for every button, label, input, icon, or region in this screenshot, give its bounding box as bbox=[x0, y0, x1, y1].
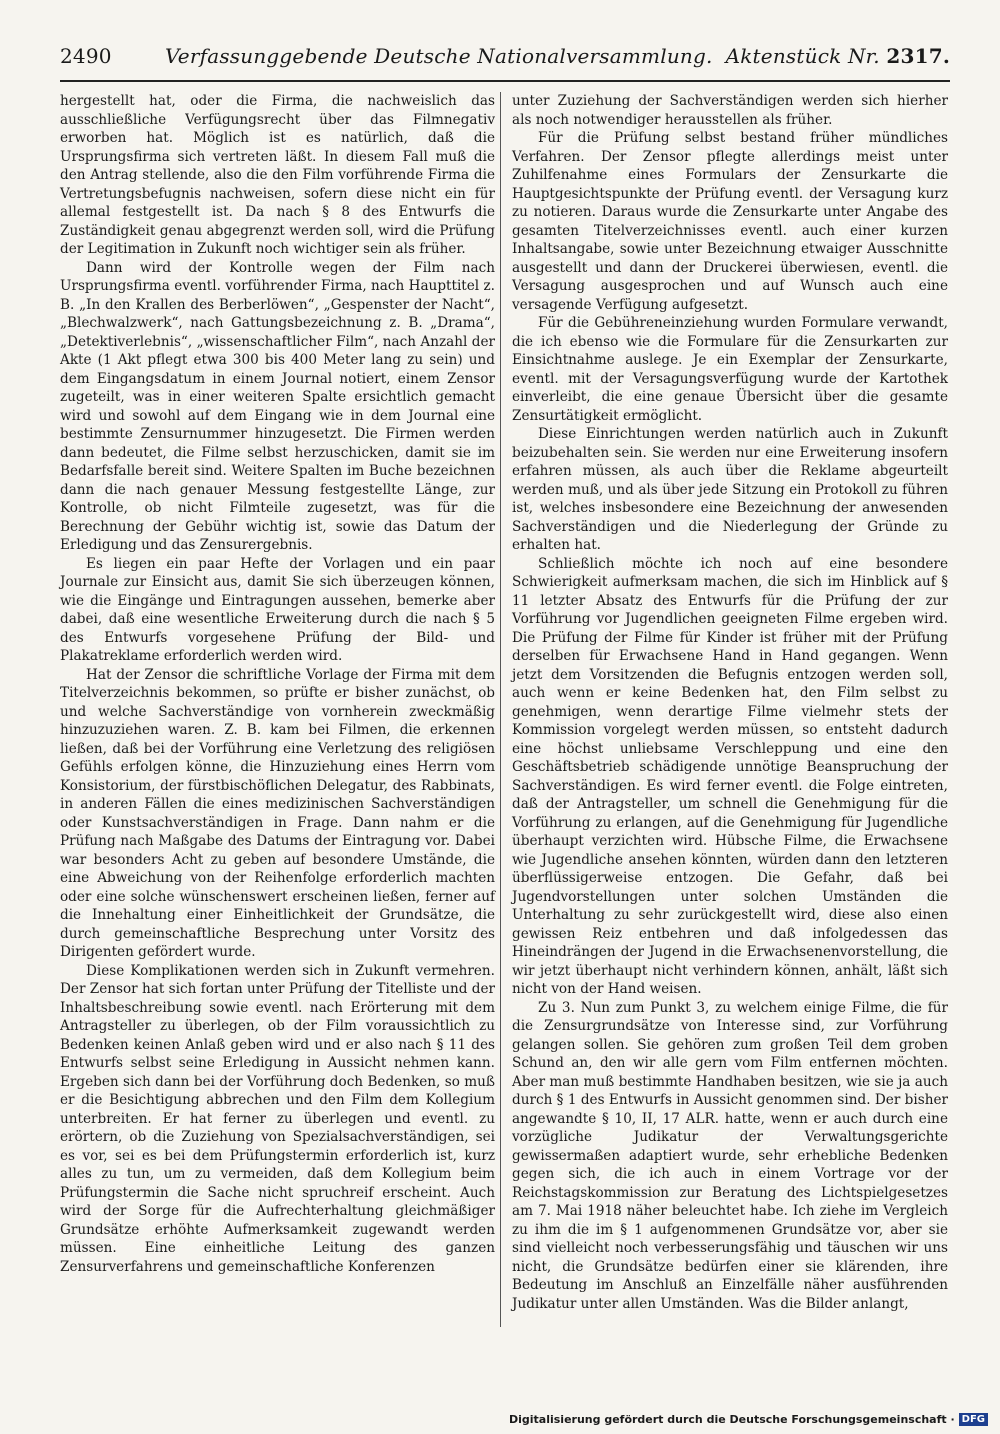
document-reference bbox=[726, 44, 950, 68]
page-header bbox=[60, 42, 950, 74]
paragraph: Für die Gebühreneinziehung wurden Formulare verwandt, die ich ebenso wie die Formulare für die Zensurkarten zur Einsichtnahme auslege. Je ein Exemplar der Zensurkarte, eventl. mit der Versagungsverfügung wurde der Kartothek einverleibt, die eine genaue Übersicht über die gesamte Zensurtätigkeit ermöglicht. bbox=[512, 315, 948, 424]
paragraph: hergestellt hat, oder die Firma, die nachweislich das ausschließliche Verfügungsrecht über das Filmnegativ erworben hat. Möglich ist es natürlich, daß die Ursprungsfirma sich vertreten läßt. In diesem Fall muß die den Antrag stellende, also die den Film vorführende Firma die Vertretungsbefugnis nachweisen, sofern diese nicht ein für allemal festgestellt ist. Da nach § 8 des Entwurfs die Zuständigkeit genau abgegrenzt werden soll, wird die Prüfung der Legitimation in Zukunft noch wichtiger sein als früher. bbox=[60, 93, 495, 257]
paragraph: Zu 3. Nun zum Punkt 3, zu welchem einige Filme, die für die Zensurgrundsätze von Interesse sind, zur Vorführung gelangen sollen. Sie gehören zum großen Teil dem groben Schund an, den wir alle gern vom Film entfernen möchten. Aber man muß bestimmte Handhaben besitzen, wie sie ja auch durch § 1 des Entwurfs in Aussicht genommen sind. Der bisher angewandte § 10, II, 17 ALR. hatte, wenn er auch durch eine vorzügliche Judikatur der Verwaltungsgerichte gewissermaßen adaptiert wurde, sehr erhebliche Bedenken gegen sich, die ich auch in einem Vortrage vor der Reichstagskommission zur Beratung des Lichtspielgesetzes am 7. Mai 1918 näher beleuchtet habe. Ich ziehe im Vergleich zu ihm die im § 1 aufgenommenen Grundsätze vor, aber sie sind vielleicht noch verbesserungsfähig und täuschen wir uns nicht, die Grundsätze bedürfen einer sie klärenden, ihre Bedeutung im Anschluß an Einzelfälle näher ausführenden Judikatur unter allen Umständen. Was die Bilder anlangt, bbox=[512, 999, 948, 1312]
paragraph: unter Zuziehung der Sachverständigen werden sich hierher als noch notwendiger herausstellen als früher. bbox=[512, 93, 948, 128]
paragraph: Dann wird der Kontrolle wegen der Film nach Ursprungsfirma eventl. vorführender Firma, nach Haupttitel z. B. „In den Krallen des Berberlöwen“, „Gespenster der Nacht“, „Blechwalzwerk“, nach Gattungsbezeichnung z. B. „Drama“, „Detektiverlebnis“, „wissenschaftlicher Film“, nach Anzahl der Akte (1 Akt pflegt etwa 300 bis 400 Meter lang zu sein) und dem Eingangsdatum in einem Journal notiert, einem Zensor zugeteilt, was in einer weiteren Spalte ersichtlich gemacht wird und sowohl auf dem Eingang wie in dem Journal eine bestimmte Zensurnummer hinzugesetzt. Die Firmen werden dann bedeutet, die Filme selbst herzuschicken, damit sie im Bedarfsfalle bereit sind. Weitere Spalten im Buche bezeichnen dann die nach genauer Messung festgestellte Länge, zur Kontrolle, ob nicht Filmteile zugesetzt, was für die Berechnung der Gebühr wichtig ist, sowie das Datum der Erledigung und das Zensurergebnis. bbox=[60, 259, 495, 553]
document-ref-label: Aktenstück Nr. bbox=[725, 44, 880, 68]
paragraph: Diese Einrichtungen werden natürlich auch in Zukunft beizubehalten sein. Sie werden nur eine Erweiterung insofern erfahren müssen, als auch über die Reklame abgeurteilt werden muß, und als über jede Sitzung ein Protokoll zu führen ist, welches insbesondere eine Bezeichnung der anwesenden Sachverständigen und die Niederlegung der Gründe zu erhalten hat. bbox=[512, 426, 948, 553]
paragraph: Hat der Zensor die schriftliche Vorlage der Firma mit dem Titelverzeichnis bekommen, so prüfte er bisher zunächst, ob und welche Sachverständige von vornherein zweckmäßig hinzuzuziehen waren. Z. B. kam bei Filmen, die erkennen ließen, daß bei der Vorführung eine Verletzung des religiösen Gefühls erfolgen könne, die Hinzuziehung eines Herrn vom Konsistorium, der fürstbischöflichen Delegatur, des Rabbinats, in anderen Fällen die eines medizinischen Sachverständigen oder Kunstsachverständigen in Frage. Dann nahm er die Prüfung nach Maßgabe des Datums der Eintragung vor. Dabei war besonders Acht zu geben auf besondere Umstände, die eine Abweichung von der Reihenfolge erforderlich machten oder eine solche wünschenswert erscheinen ließen, ferner auf die Innehaltung einer Einheitlichkeit der Grundsätze, die durch gemeinschaftliche Besprechung unter Vorsitz des Dirigenten gefördert wurde. bbox=[60, 666, 495, 960]
footer-text: Digitalisierung gefördert durch die Deutsche Forschungsgemeinschaft · bbox=[508, 1413, 955, 1426]
header-rule bbox=[60, 80, 950, 82]
paragraph: Für die Prüfung selbst bestand früher mündliches Verfahren. Der Zensor pflegte allerdings meist unter Zuhilfenahme eines Formulars der Zensurkarte die Hauptgesichtspunkte der Prüfung eventl. der Versagung kurz zu notieren. Daraus wurde die Zensurkarte unter Angabe des gesamten Titelverzeichnisses eventl. auch einer kurzen Inhaltsangabe, sowie unter Bezeichnung etwaiger Ausschnitte ausgestellt und dann der Druckerei überwiesen, eventl. die Versagung ausgesprochen und auf Wunsch auch eine versagende Verfügung aufgesetzt. bbox=[512, 130, 948, 313]
running-title: Verfassunggebende Deutsche Nationalversammlung. bbox=[165, 44, 713, 68]
paragraph: Diese Komplikationen werden sich in Zukunft vermehren. Der Zensor hat sich fortan unter Prüfung der Titelliste und der Inhaltsbeschreibung sowie eventl. nach Erörterung mit dem Antragsteller zu überlegen, ob der Film voraussichtlich zu Bedenken keinen Anlaß geben wird und er also nach § 11 des Entwurfs selbst seine Erledigung in Aussicht nehmen kann. Ergeben sich dann bei der Vorführung doch Bedenken, so muß er die Besichtigung abbrechen und den Film dem Kollegium unterbreiten. Er hat ferner zu überlegen und eventl. zu erörtern, ob die Zuziehung von Spezialsachverständigen, sei es vor, sei es bei dem Prüfungstermin erforderlich ist, kurz alles zu tun, um zu vermeiden, daß dem Kollegium beim Prüfungstermin die Sache nicht spruchreif erscheint. Auch wird der Sorge für die Aufrechterhaltung gleichmäßiger Grundsätze erhöhte Aufmerksamkeit zugewandt werden müssen. Eine einheitliche Leitung des ganzen Zensurverfahrens und gemeinschaftliche Konferenzen bbox=[60, 962, 495, 1275]
page-number: 2490 bbox=[60, 44, 112, 68]
digitization-footer bbox=[509, 1413, 988, 1426]
column-divider bbox=[500, 92, 501, 1327]
left-column bbox=[60, 92, 495, 1276]
document-number: 2317. bbox=[886, 44, 950, 68]
dfg-logo: DFG bbox=[959, 1413, 988, 1426]
right-column bbox=[512, 92, 948, 1313]
paragraph: Schließlich möchte ich noch auf eine besondere Schwierigkeit aufmerksam machen, die sich im Hinblick auf § 11 letzter Absatz des Entwurfs für die Prüfung der zur Vorführung vor Jugendlichen geeigneten Filme ergeben wird. Die Prüfung der Filme für Kinder ist früher mit der Prüfung derselben für Erwachsene Hand in Hand gegangen. Wenn jetzt dem Vorsitzenden die Befugnis entzogen werden soll, auch wenn er keine Bedenken hat, den Film selbst zu genehmigen, wenn derartige Filme vielmehr stets der Kommission vorgelegt werden müssen, so entsteht dadurch eine höchst unliebsame Verschleppung und eine den Geschäftsbetrieb schädigende unnötige Beanspruchung der Sachverständigen. Es wird ferner eventl. die Folge eintreten, daß der Antragsteller, um schnell die Genehmigung für die Vorführung zu erlangen, auf die Genehmigung für Jugendliche überhaupt verzichten wird. Hübsche Filme, die Erwachsene wie Jugendliche ansehen könnten, würden dann den letzteren überflüssigerweise entzogen. Die Gefahr, daß bei Jugendvorstellungen unter solchen Umständen die Unterhaltung zu sehr zurückgestellt wird, diese also einen gewissen Reiz entbehren und daß infolgedessen das Hineindrängen der Jugend in die Erwachsenenvorstellung, die wir jetzt überhaupt nicht verhindern können, anhält, läßt sich nicht von der Hand weisen. bbox=[512, 555, 948, 997]
paragraph: Es liegen ein paar Hefte der Vorlagen und ein paar Journale zur Einsicht aus, damit Sie sich überzeugen können, wie die Eingänge und Eintragungen aussehen, bemerke aber dabei, daß eine wesentliche Erweiterung durch die nach § 5 des Entwurfs vorgesehene Prüfung der Bild- und Plakatreklame erforderlich werden wird. bbox=[60, 555, 495, 664]
